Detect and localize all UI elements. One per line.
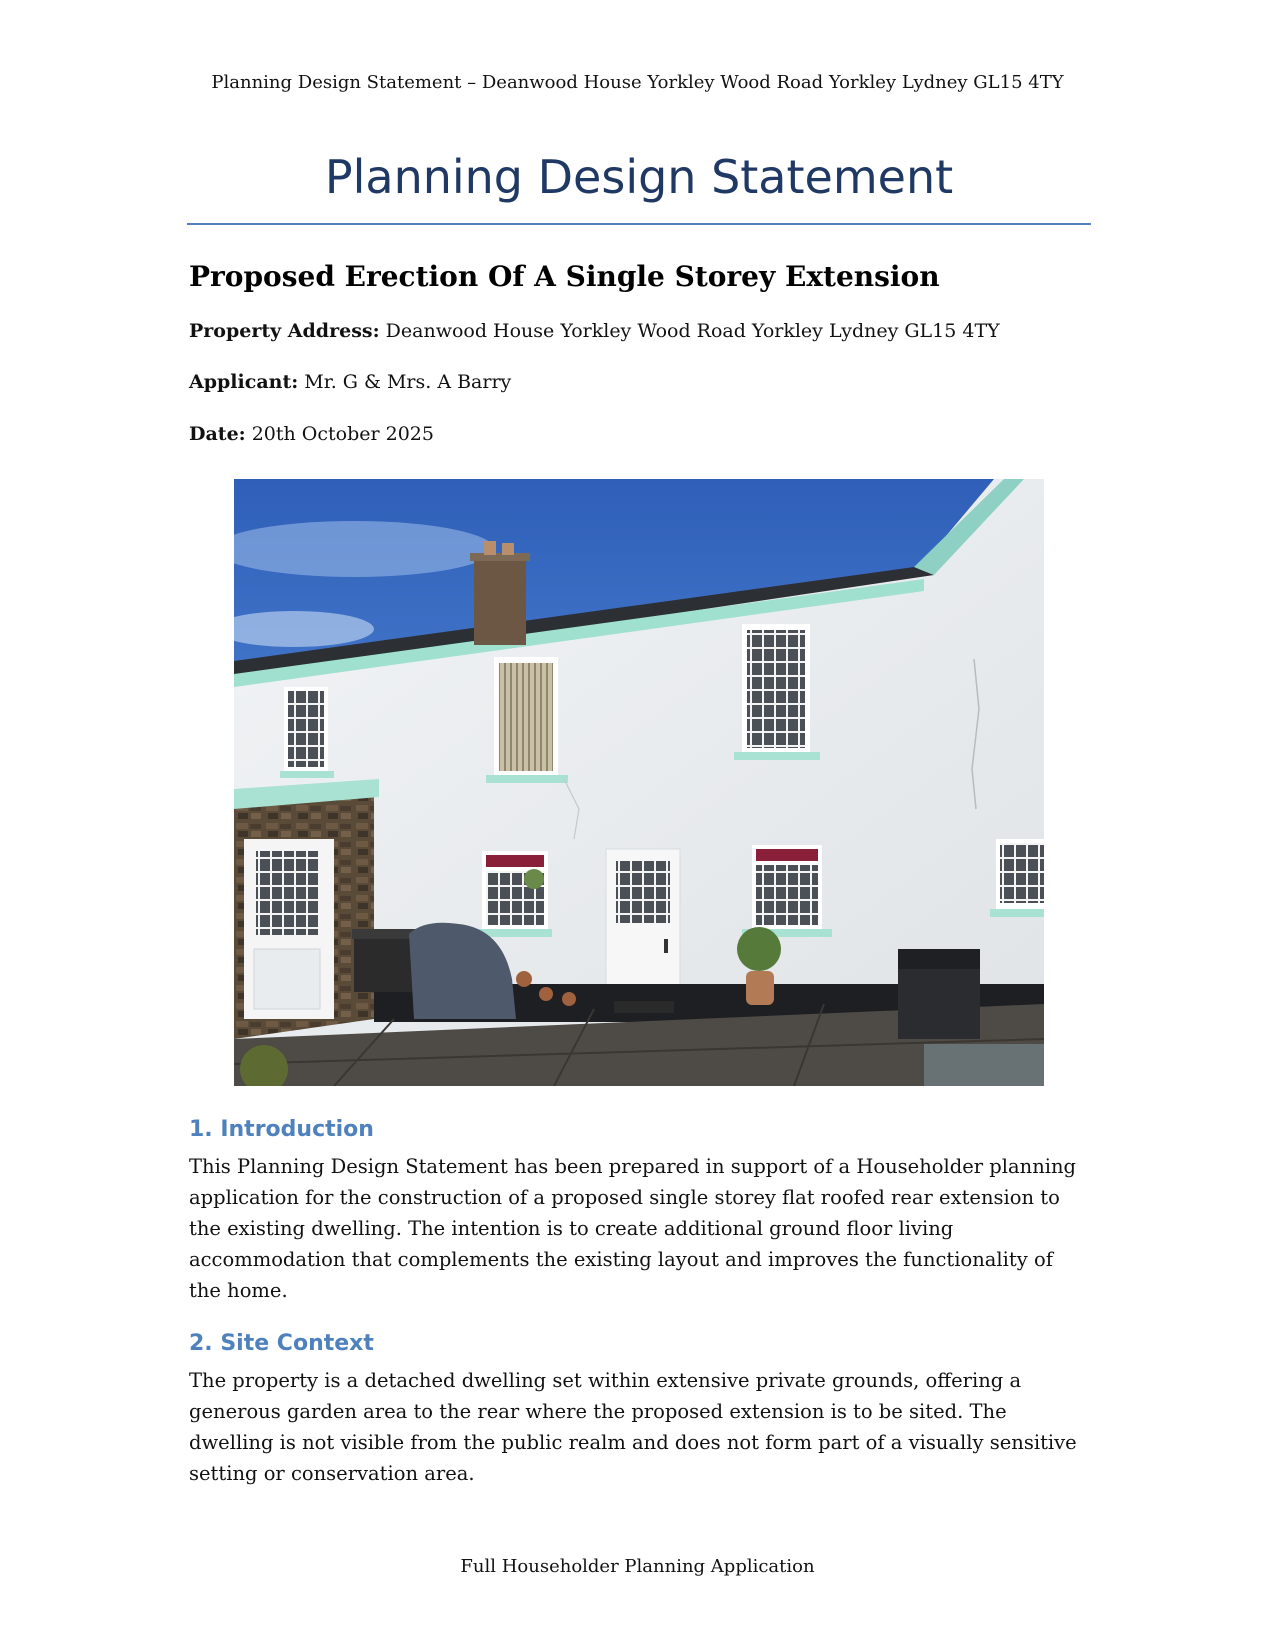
- title-underline: [187, 223, 1091, 225]
- date-line: [189, 423, 434, 445]
- document-subtitle: Proposed Erection Of A Single Storey Extension: [189, 260, 940, 293]
- property-address-value: Deanwood House Yorkley Wood Road Yorkley Lydney GL15 4TY: [379, 320, 1000, 342]
- section-heading-site-context: 2. Site Context: [189, 1331, 374, 1356]
- section-body-introduction: This Planning Design Statement has been prepared in support of a Householder planning application for the construction of a proposed single storey flat roofed rear extension to the existing dwelling. The intention is to create additional ground floor living accommodation that complements the existing layout and improves the functionality of the home.: [189, 1155, 1077, 1302]
- house-rear-photo: [234, 479, 1044, 1086]
- applicant-line: [189, 371, 511, 393]
- document-title: Planning Design Statement: [324, 150, 954, 204]
- date-label: Date:: [189, 423, 246, 445]
- property-address-label: Property Address:: [189, 320, 380, 342]
- applicant-label: Applicant:: [189, 371, 299, 393]
- section-heading-introduction: 1. Introduction: [189, 1117, 374, 1142]
- page-footer: Full Householder Planning Application: [460, 1556, 815, 1577]
- date-value: 20th October 2025: [245, 423, 434, 445]
- section-body-site-context: The property is a detached dwelling set within extensive private grounds, offering a generous garden area to the rear where the proposed extension is to be sited. The dwelling is not visible from the public realm and does not form part of a visually sensitive setting or conservation area.: [189, 1369, 1077, 1485]
- applicant-value: Mr. G & Mrs. A Barry: [298, 371, 512, 393]
- property-address-line: [189, 320, 1000, 342]
- running-header: Planning Design Statement – Deanwood House Yorkley Wood Road Yorkley Lydney GL15 4TY: [211, 72, 1064, 93]
